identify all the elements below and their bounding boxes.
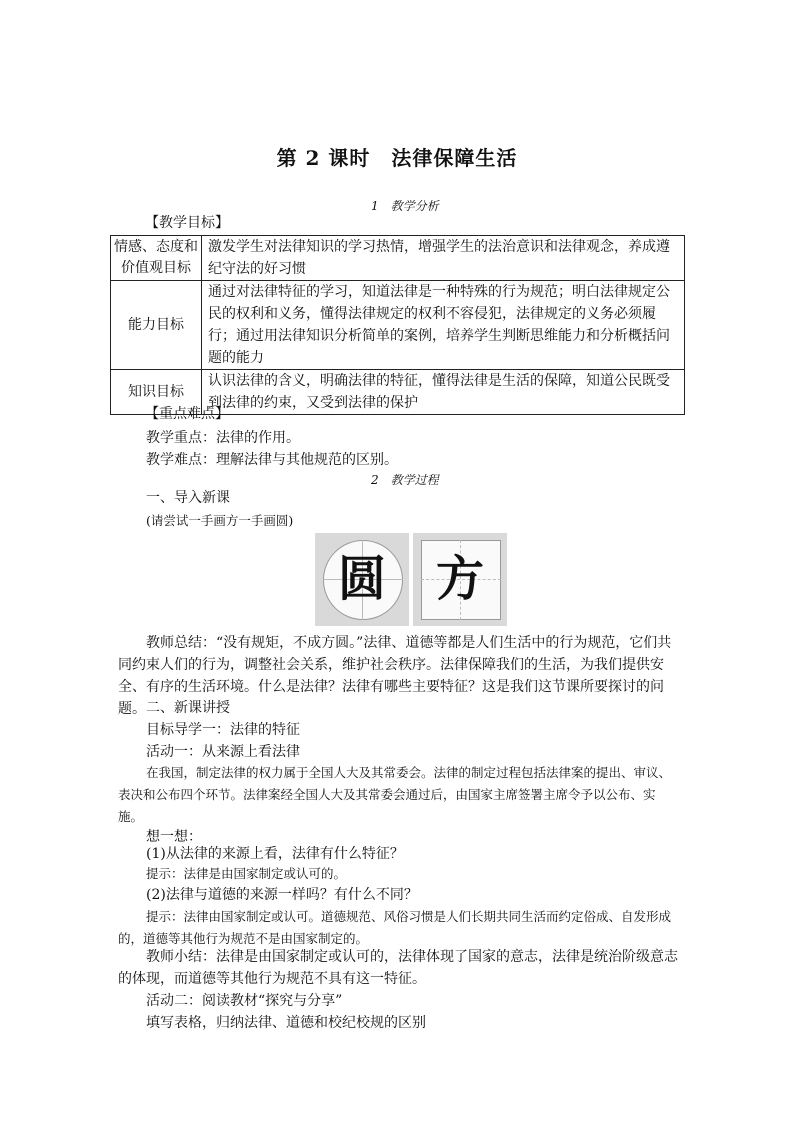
teaching-goals-table — [110, 235, 685, 415]
part-heading-intro: 一、导入新课 — [146, 490, 230, 506]
reading-passage: 在我国，制定法律的权力属于全国人大及其常委会。法律的制定过程包括法律案的提出、审议、表决和公布四个环节。法律案经全国人大及其常委会通过后，由国家主席签署主席令予以公布、实施。 — [118, 765, 672, 824]
section-heading-process: 2 教学过程 — [371, 473, 439, 487]
goals-heading: 【教学目标】 — [145, 215, 229, 231]
part-heading-new-lesson: 二、新课讲授 — [146, 700, 230, 716]
activity-two-heading: 活动二：阅读教材“探究与分享” — [146, 993, 343, 1009]
table-row — [111, 281, 685, 370]
prompt-text: (请尝试一手画方一手画圆) — [146, 513, 294, 528]
goal-label: 知识目标 — [111, 370, 202, 415]
fill-table-instruction: 填写表格，归纳法律、道德和校纪校规的区别 — [146, 1015, 426, 1031]
goal-text: 通过对法律特征的学习，知道法律是一种特殊的行为规范；明白法律规定公民的权利和义务，懂得法律规定的权利不容侵犯，法律规定的义务必须履行；通过用法律知识分析简单的案例，培养学生判断思维能力和分析概括问题的能力 — [202, 281, 685, 370]
square-character-image — [413, 533, 507, 626]
goal-label: 能力目标 — [111, 281, 202, 370]
square-character: 方 — [435, 551, 484, 607]
question-one: (1)从法律的来源上看，法律有什么特征？ — [146, 846, 404, 862]
teacher-summary-two: 教师小结：法律是由国家制定或认可的，法律体现了国家的意志，法律是统治阶级意志的体现，而道德等其他行为规范不具有这一特征。 — [118, 949, 678, 987]
teacher-summary-intro: 教师总结：“没有规矩，不成方圆。”法律、道德等都是人们生活中的行为规范，它们共同约束人们的行为，调整社会关系，维护社会秩序。法律保障我们的生活，为我们提供安全、有序的生活环境。什么是法律？法律有哪些主要特征？这是我们这节课所要探讨的问题。 — [118, 635, 672, 717]
key-point: 教学重点：法律的作用。 — [146, 430, 300, 446]
hint-one: 提示：法律是由国家制定或认可的。 — [146, 866, 347, 881]
think-heading: 想一想： — [146, 829, 202, 845]
difficulty-point: 教学难点：理解法律与其他规范的区别。 — [146, 452, 398, 468]
round-character-image — [315, 533, 409, 626]
goal-text: 认识法律的含义，明确法律的特征，懂得法律是生活的保障，知道公民既受到法律的约束，又受到法律的保护 — [202, 370, 685, 415]
section-heading-analysis: 1 教学分析 — [371, 199, 439, 213]
hint-two: 提示：法律由国家制定或认可。道德规范、风俗习惯是人们长期共同生活而约定俗成、自发形成的，道德等其他行为规范不是由国家制定的。 — [118, 909, 672, 946]
table-row — [111, 236, 685, 281]
target-heading: 目标导学一：法律的特征 — [146, 722, 300, 738]
activity-one-heading: 活动一：从来源上看法律 — [146, 744, 300, 760]
question-two: (2)法律与道德的来源一样吗？有什么不同？ — [146, 887, 418, 903]
key-points-heading: 【重点难点】 — [145, 406, 229, 422]
goal-label: 情感、态度和价值观目标 — [111, 236, 202, 281]
goal-text: 激发学生对法律知识的学习热情，增强学生的法治意识和法律观念，养成遵纪守法的好习惯 — [202, 236, 685, 281]
page-title: 第 2 课时 法律保障生活 — [276, 146, 518, 170]
round-character: 圆 — [337, 551, 386, 607]
